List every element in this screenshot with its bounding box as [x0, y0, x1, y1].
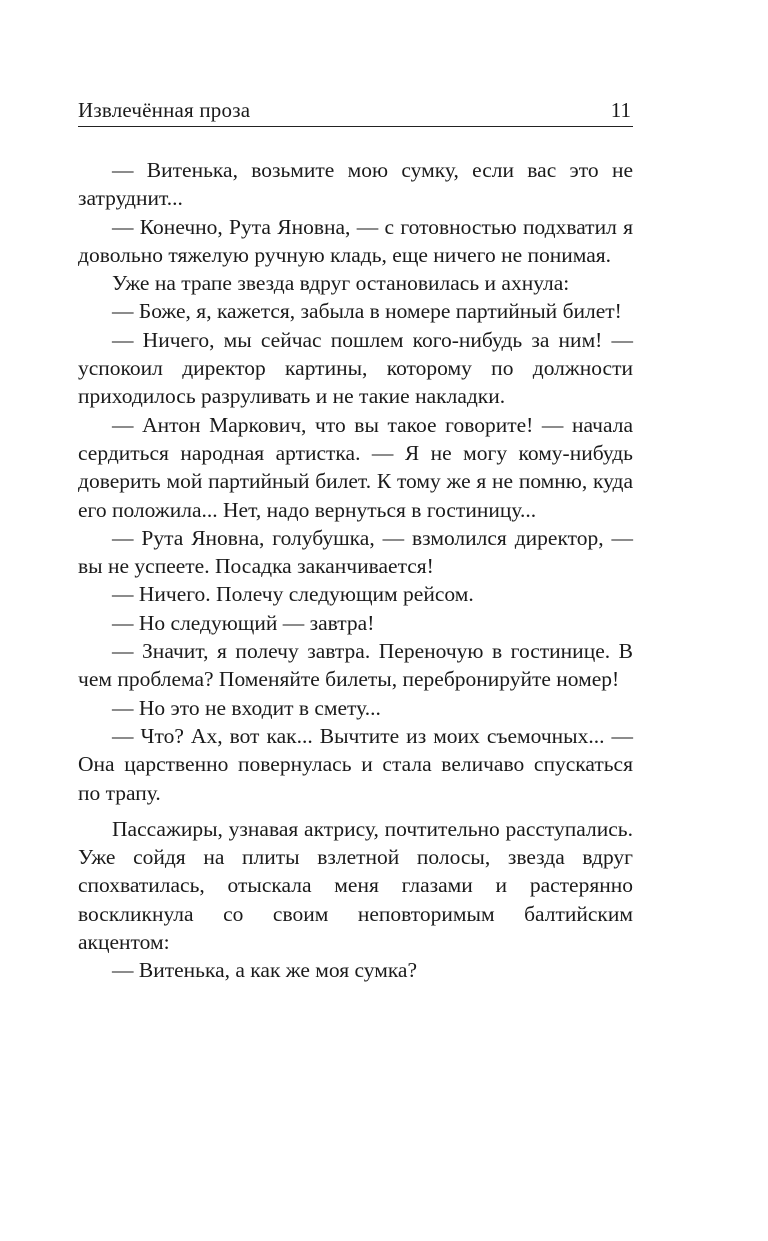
- paragraph: — Значит, я полечу завтра. Переночую в гостинице. В чем проблема? Поменяйте билеты, перебронируйте номер!: [78, 639, 633, 692]
- paragraph: — Витенька, а как же моя сумка?: [112, 958, 418, 983]
- paragraph: Уже на трапе звезда вдруг остановилась и ахнула:: [112, 271, 570, 296]
- paragraph: Пассажиры, узнавая актрису, почтительно расступались. Уже сойдя на плиты взлетной полосы, звезда вдруг спохватилась, отыскала меня глазами и растерянно воскликнула со своим неповторимым балтийским акцентом:: [78, 816, 633, 955]
- section-gap: [78, 807, 633, 815]
- paragraph: — Что? Ах, вот как... Вычтите из моих съемочных... — Она царственно повернулась и стала величаво спускаться по трапу.: [78, 723, 633, 805]
- running-title: Извлечённая проза: [78, 98, 251, 122]
- paragraph: — Антон Маркович, что вы такое говорите! — начала сердиться народная артистка. — Я не могу кому-нибудь доверить мой партийный билет. К тому же я не помню, куда его положила... Нет, надо вернуться в гостиницу...: [78, 412, 633, 522]
- paragraph: — Но следующий — завтра!: [112, 610, 375, 635]
- paragraph: — Витенька, возьмите мою сумку, если вас это не затруднит...: [78, 158, 633, 211]
- paragraph: — Ничего. Полечу следующим рейсом.: [112, 582, 474, 607]
- paragraph: — Конечно, Рута Яновна, — с готовностью подхватил я довольно тяжелую ручную кладь, еще ничего не понимая.: [78, 214, 633, 267]
- page-number: 11: [610, 98, 631, 122]
- paragraph: — Ничего, мы сейчас пошлем кого-нибудь за ним! — успокоил директор картины, которому по должности приходилось разруливать и не такие накладки.: [78, 327, 633, 409]
- body-text: [78, 156, 633, 985]
- paragraph: — Боже, я, кажется, забыла в номере партийный билет!: [112, 299, 622, 324]
- running-header: [78, 96, 633, 127]
- paragraph: — Рута Яновна, голубушка, — взмолился директор, — вы не успеете. Посадка заканчивается!: [78, 525, 633, 579]
- paragraph: — Но это не входит в смету...: [112, 695, 381, 720]
